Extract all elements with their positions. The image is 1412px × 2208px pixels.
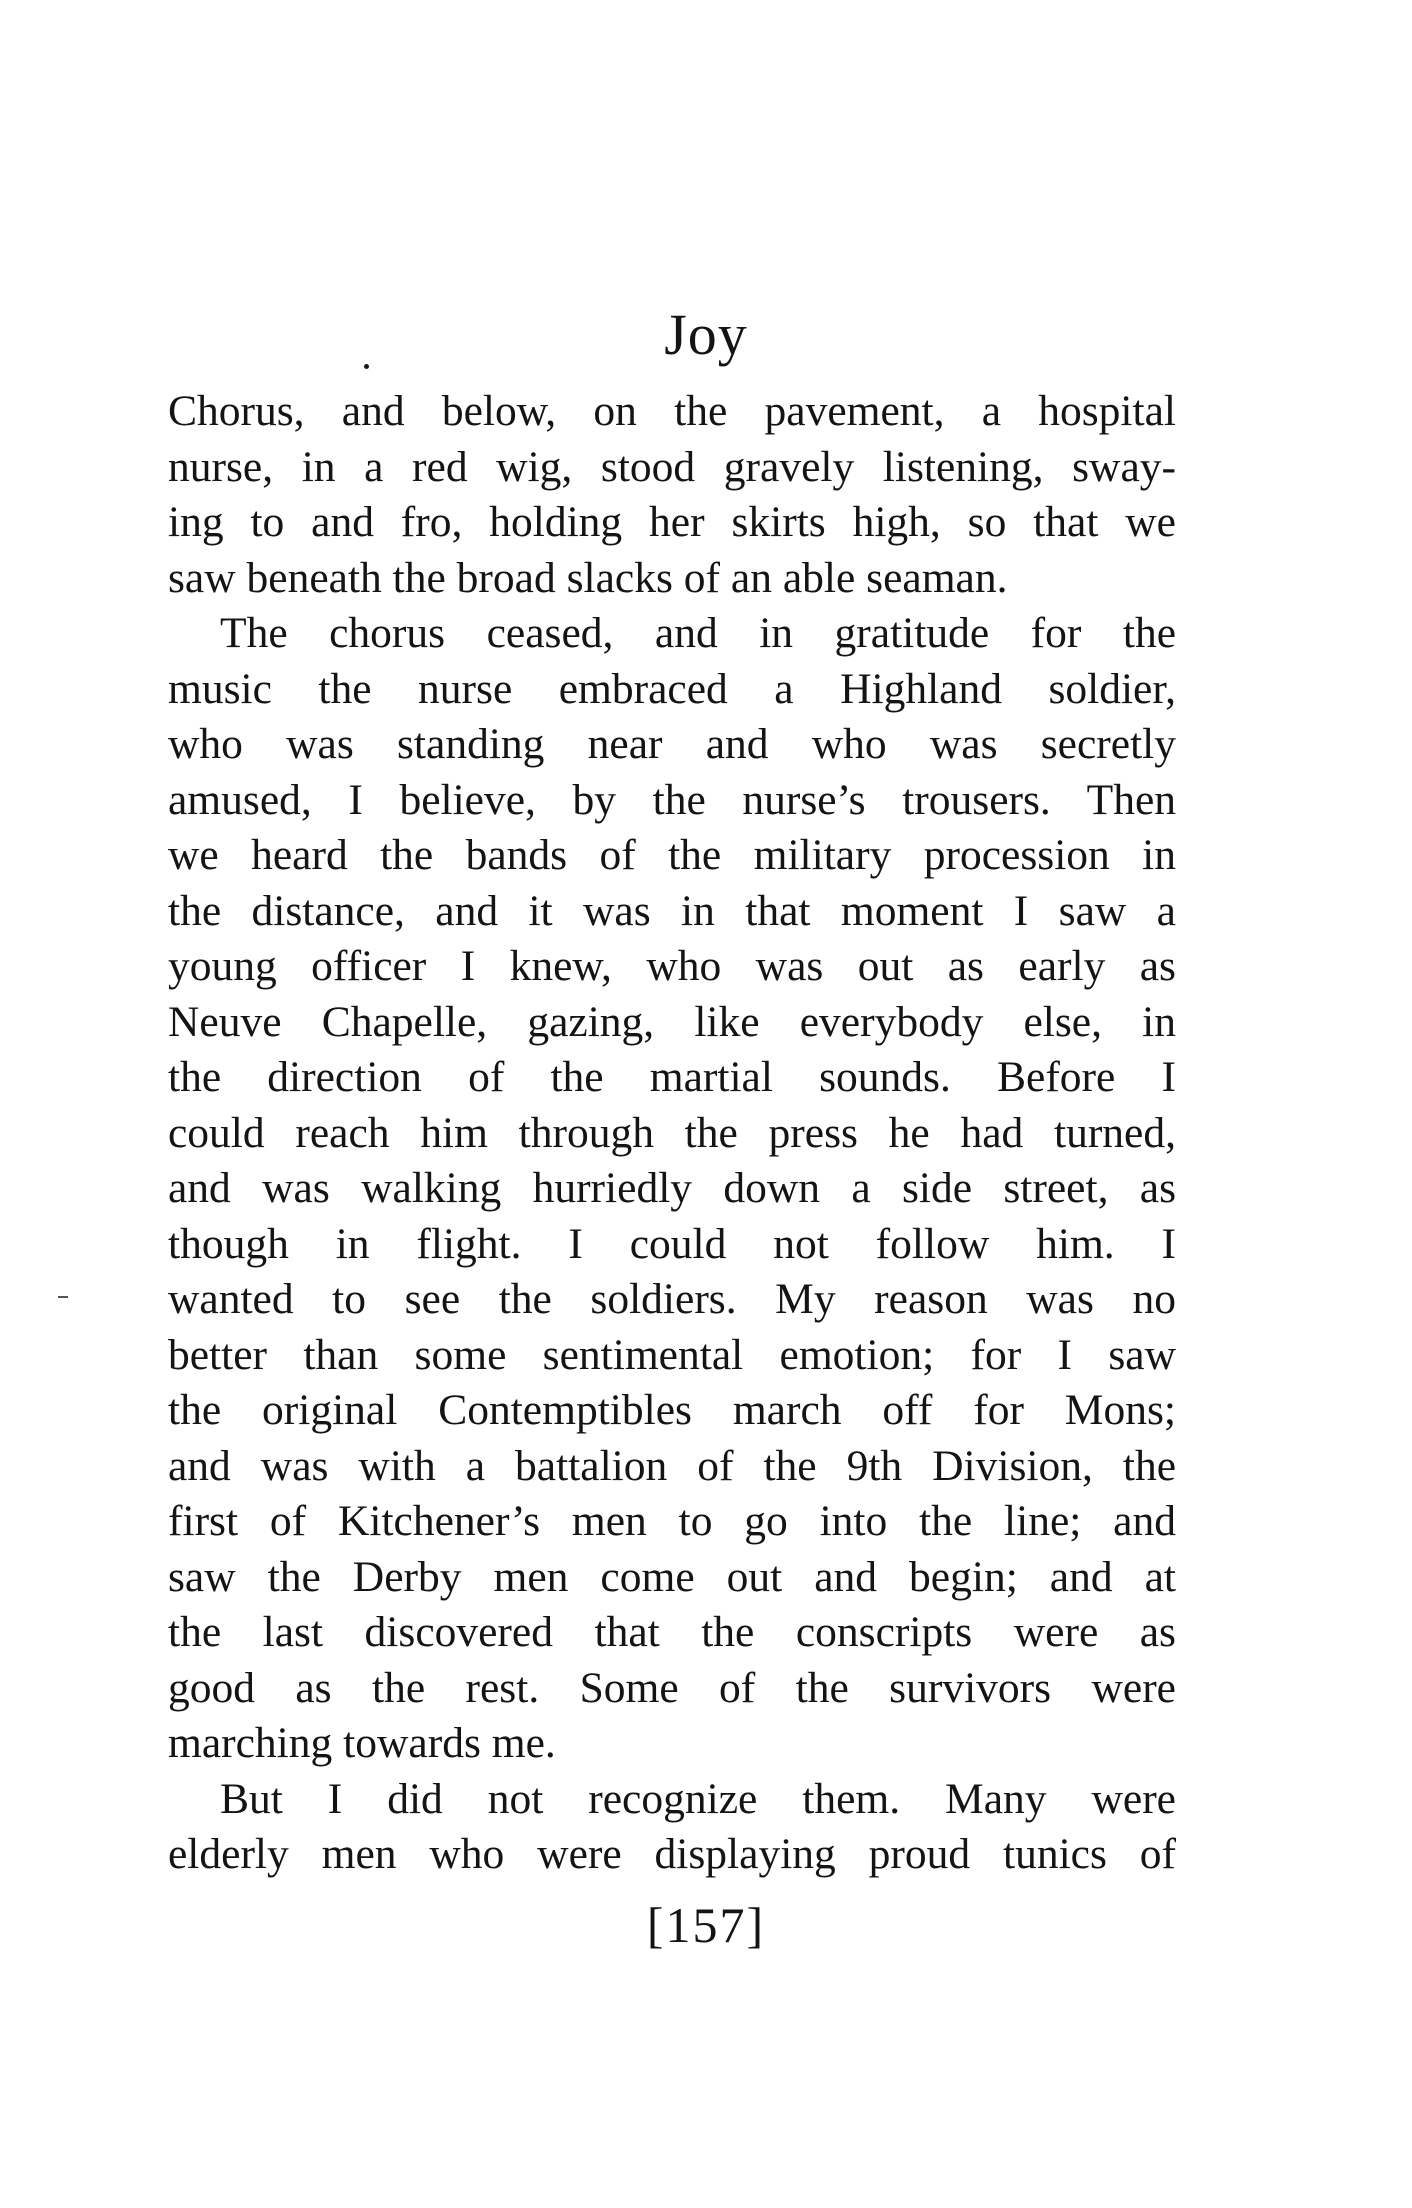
text-line: wanted to see the soldiers. My reason was no <box>168 1275 1176 1323</box>
text-line: Chorus, and below, on the pavement, a hospital <box>168 387 1176 435</box>
text-line: music the nurse embraced a Highland soldier, <box>168 664 1176 713</box>
text-line: amused, I believe, by the nurse’s trousers. Then <box>168 775 1176 824</box>
text-line: the direction of the martial sounds. Before I <box>168 1053 1176 1101</box>
running-head: Joy <box>664 302 748 367</box>
text-line: nurse, in a red wig, stood gravely listening, sway- <box>168 442 1176 491</box>
text-line: and was with a battalion of the 9th Division, the <box>168 1441 1176 1490</box>
text-line: though in flight. I could not follow him. I <box>168 1219 1176 1268</box>
text-line: the distance, and it was in that moment I saw a <box>168 886 1176 935</box>
text-line: saw beneath the broad slacks of an able seaman. <box>168 553 1008 602</box>
text-line: marching towards me. <box>168 1719 556 1767</box>
text-line: saw the Derby men come out and begin; and at <box>168 1552 1176 1601</box>
text-line: good as the rest. Some of the survivors were <box>168 1663 1176 1712</box>
text-line: ing to and fro, holding her skirts high, so that we <box>168 498 1176 546</box>
text-line: who was standing near and who was secretly <box>168 720 1176 768</box>
body-text <box>168 384 1176 1883</box>
text-line: But I did not recognize them. Many were <box>220 1774 1176 1823</box>
text-line: elderly men who were displaying proud tunics of <box>168 1830 1176 1878</box>
page-number: [157] <box>646 1897 766 1953</box>
text-line: Neuve Chapelle, gazing, like everybody else, in <box>168 997 1176 1046</box>
text-line: the last discovered that the conscripts were as <box>168 1608 1176 1656</box>
text-line: and was walking hurriedly down a side street, as <box>168 1164 1176 1212</box>
text-line: The chorus ceased, and in gratitude for the <box>220 609 1176 657</box>
text-line: young officer I knew, who was out as early as <box>168 942 1176 990</box>
text-line: could reach him through the press he had turned, <box>168 1108 1176 1157</box>
margin-mark <box>58 1296 68 1298</box>
text-line: first of Kitchener’s men to go into the line; and <box>168 1497 1176 1545</box>
text-line: we heard the bands of the military procession in <box>168 831 1176 879</box>
text-line: better than some sentimental emotion; for I saw <box>168 1330 1176 1379</box>
text-line: the original Contemptibles march off for Mons; <box>168 1386 1176 1434</box>
